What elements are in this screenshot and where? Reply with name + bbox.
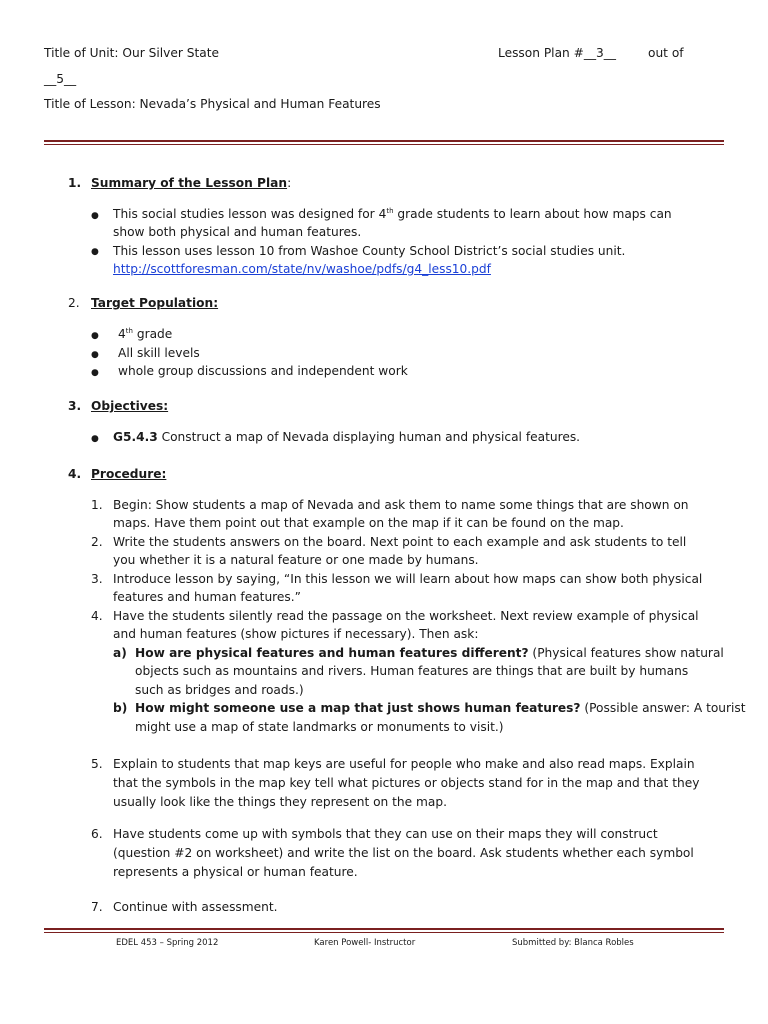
footer-rule-thin [44,932,724,933]
step-6-line: Have students come up with symbols that they can use on their maps they will construct [113,827,658,841]
sub-item-b-cont: might use a map of state landmarks or monuments to visit.) [135,720,504,734]
step-number: 5. [91,757,103,771]
step-number: 3. [91,572,103,586]
target-item-1: 4th grade [118,326,173,341]
step-4-line: Have the students silently read the passage on the worksheet. Next review example of physical [113,609,699,623]
lesson-title: Title of Lesson: Nevada’s Physical and Human Features [44,97,381,111]
step-3-line: Introduce lesson by saying, “In this lesson we will learn about how maps can show both physical [113,572,703,586]
step-number: 2. [91,535,103,549]
objectives-number: 3. [68,399,82,413]
out-of-label: out of [648,46,684,60]
bullet-icon: ● [91,368,99,378]
footer-submitted: Submitted by: Blanca Robles [512,938,634,948]
target-item-3: whole group discussions and independent work [118,364,408,378]
step-1-line: maps. Have them point out that example on the map if it can be found on the map. [113,516,624,530]
step-4-line: and human features (show pictures if necessary). Then ask: [113,627,479,641]
step-6-line: represents a physical or human feature. [113,865,358,879]
sub-item-letter: a) [113,646,127,660]
objectives-heading: Objectives: [91,399,169,413]
step-5-line: Explain to students that map keys are useful for people who make and also read maps. Explain [113,757,695,771]
step-5-line: usually look like the things they represent on the map. [113,795,447,809]
bullet-icon: ● [91,211,99,221]
step-1-line: Begin: Show students a map of Nevada and ask them to name some things that are shown on [113,498,689,512]
summary-bullet-1-cont: show both physical and human features. [113,225,362,239]
header-rule [44,140,724,142]
lesson-number: __3__ [583,46,616,60]
sub-item-letter: b) [113,701,128,715]
target-number: 2. [68,296,80,310]
target-heading: Target Population: [91,296,219,310]
objective-item: G5.4.3 Construct a map of Nevada displaying human and physical features. [113,430,581,444]
procedure-heading: Procedure: [91,467,167,481]
step-number: 6. [91,827,103,841]
unit-title: Title of Unit: Our Silver State [44,46,219,60]
header-rule-thin [44,144,724,145]
step-5-line: that the symbols in the map key tell what pictures or objects stand for in the map and that they [113,776,700,790]
target-item-2: All skill levels [118,346,200,360]
procedure-number: 4. [68,467,82,481]
summary-number: 1. [68,176,82,190]
step-number: 4. [91,609,103,623]
step-3-line: features and human features.” [113,590,301,604]
step-2-line: Write the students answers on the board. Next point to each example and ask students to tell [113,535,687,549]
summary-bullet-2: This lesson uses lesson 10 from Washoe County School District’s social studies unit. [113,244,626,258]
bullet-icon: ● [91,434,99,444]
step-6-line: (question #2 on worksheet) and write the list on the board. Ask students whether each symbol [113,846,694,860]
lesson-plan-number [498,46,616,60]
summary-heading: Summary of the Lesson Plan: [91,176,292,190]
footer-course: EDEL 453 – Spring 2012 [116,938,219,948]
lesson-total: __5__ [44,72,77,86]
sub-item-a-cont: such as bridges and roads.) [135,683,304,697]
bullet-icon: ● [91,331,99,341]
step-number: 1. [91,498,103,512]
lesson-plan-label: Lesson Plan # [498,46,584,60]
footer-rule [44,928,724,930]
bullet-icon: ● [91,247,99,257]
step-number: 7. [91,900,103,914]
sub-item-a: How are physical features and human features different? (Physical features show natural [135,646,724,660]
bullet-icon: ● [91,350,99,360]
sub-item-a-cont: objects such as mountains and rivers. Human features are things that are built by humans [135,664,689,678]
sub-item-b: How might someone use a map that just shows human features? (Possible answer: A tourist [135,701,746,715]
summary-bullet-1: This social studies lesson was designed for 4th grade students to learn about how maps can [113,206,672,221]
footer-instructor: Karen Powell- Instructor [314,938,416,948]
step-2-line: you whether it is a natural feature or one made by humans. [113,553,479,567]
lesson-source-link[interactable]: http://scottforesman.com/state/nv/washoe/pdfs/g4_less10.pdf [113,262,491,276]
step-7-line: Continue with assessment. [113,900,278,914]
